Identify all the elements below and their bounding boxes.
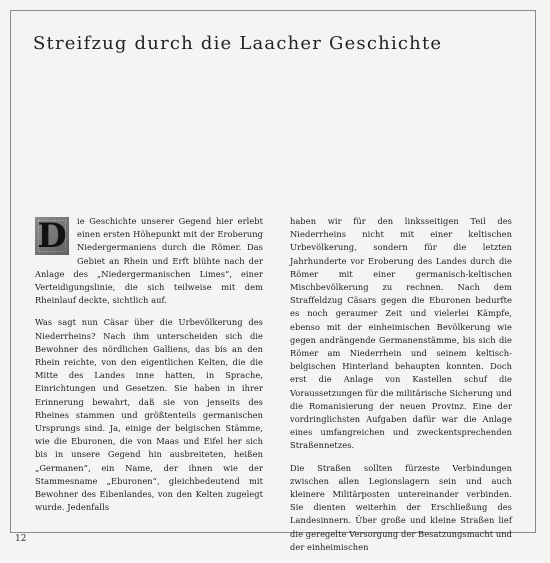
page-title: Streifzug durch die Laacher Geschichte bbox=[33, 33, 443, 54]
text-column-left bbox=[35, 215, 263, 523]
paragraph: Was sagt nun Cäsar über die Urbevölkerung des Niederrheins? Nach ihm unterscheiden sich die Bewohner des nördlichen Galliens, das bis an den Rhein reichte, von den eigentlichen Kelten, die die Mitte des Landes inne hatten, in Sprache, Einrichtungen und Gesetzen. Sie haben in ihrer Erinnerung bewahrt, daß sie von jenseits des Rheines stammen und größtenteils germanischen Ursprungs sind. Ja, einige der belgischen Stämme, wie die Eburonen, die von Maas und Eifel her sich bis in unsere Gegend hin ausbreiteten, heißen „Germanen“, ein Name, der ihnen wie der Stammesname „Eburonen“, gleichbedeutend mit Bewohner des Eibenlandes, von den Kelten zugelegt wurde. Jedenfalls bbox=[35, 317, 263, 513]
paragraph bbox=[35, 215, 263, 307]
paragraph: haben wir für den linksseitigen Teil des Niederrheins nicht mit einer keltischen Urbevölkerung, sondern für die letzten Jahrhunderte vor Eroberung des Landes durch die Römer mit einer germanisch-keltischen Mischbevölkerung zu rechnen. Nach dem Straffeldzug Cäsars gegen die Eburonen bedurfte es noch geraumer Zeit und vielerlei Kämpfe, ebenso mit der einheimischen Bevölkerung wie gegen andrängende Germanenstämme, bis sich die Römer am Niederrhein und seinem keltisch-belgischen Hinterland behaupten konnten. Doch erst die Anlage von Kastellen schuf die Voraussetzungen für die militärische Sicherung und die Romanisierung der neuen Provinz. Eine der vordringlichsten Aufgaben dafür war die Anlage eines umfangreichen und zweckentsprechenden Straßennetzes. bbox=[290, 216, 512, 451]
paragraph-text: ie Geschichte unserer Gegend hier erlebt einen ersten Höhepunkt mit der Eroberung Niedergermaniens durch die Römer. Das Gebiet an Rhein und Erft blühte nach der Anlage des „Niedergermanischen Limes“, einer Verteidigungslinie, die sich teilweise mit dem Rheinlauf deckte, sichtlich auf. bbox=[35, 216, 263, 306]
text-column-right bbox=[290, 215, 512, 563]
paragraph: Die Straßen sollten fürzeste Verbindungen zwischen allen Legionslagern sein und auch kleinere Militärposten untereinander verbinden. Sie dienten weiterhin der Erschließung des Landesinnern. Über große und kleine Straßen lief die geregelte Versorgung der Besatzungsmacht und der einheimischen bbox=[290, 462, 512, 552]
drop-cap: D bbox=[35, 217, 69, 255]
page-number: 12 bbox=[15, 534, 27, 544]
